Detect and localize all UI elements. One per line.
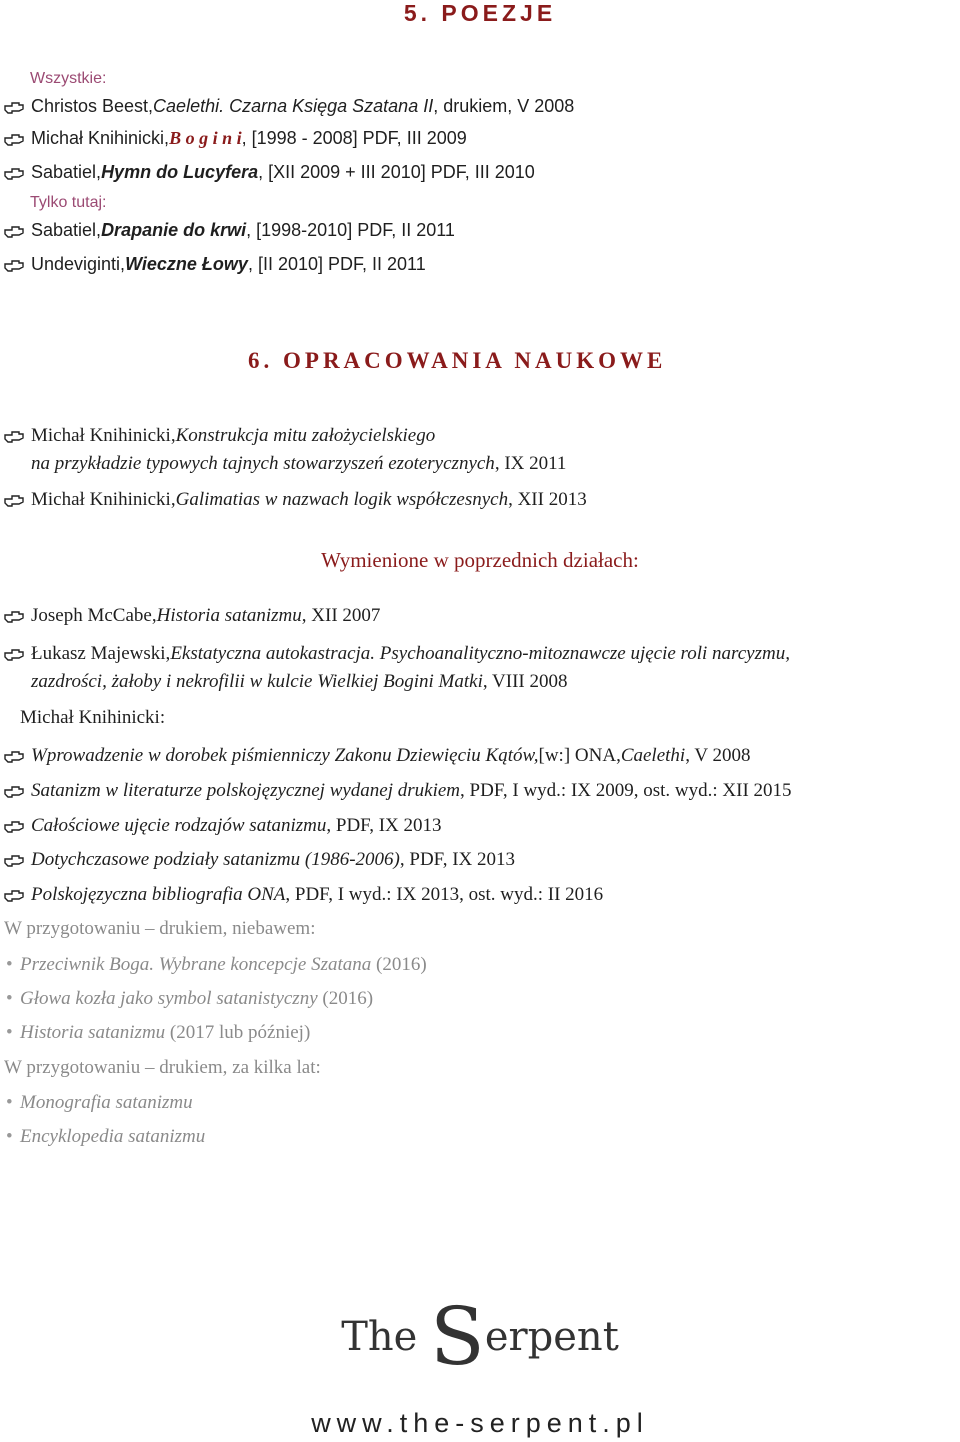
all-label: Wszystkie: [30,70,107,87]
item-info: , [II 2010] PDF, II 2011 [247,254,426,274]
item-title: Satanizm w literaturze polskojęzycznej wydanej drukiem [31,780,461,801]
bullet-icon: • [6,988,13,1009]
item-title-cont: zazdrości, żałoby i nekrofilii w kulcie Wielkiej Bogini Matki [31,671,483,692]
hand-pointer-icon [4,493,24,507]
item-title: Dotychczasowe podziały satanizmu (1986-2006) [31,849,400,870]
hand-pointer-icon [4,609,24,623]
item-title: Monografia satanizmu [20,1092,193,1113]
list-item [4,162,535,183]
mentioned-heading: Wymienione w poprzednich działach: [321,548,639,572]
hand-pointer-icon [4,853,24,867]
item-info: , PDF, IX 2013 [326,815,442,836]
bullet-icon: • [6,954,13,975]
prep-label: W przygotowaniu – drukiem, za kilka lat: [4,1057,321,1078]
item-info: (2017 lub później) [165,1022,311,1043]
only-here-label: Tylko tutaj: [30,194,107,211]
list-item [6,988,373,1010]
list-item [4,489,587,511]
list-item [4,815,442,837]
hand-pointer-icon [4,258,24,272]
item-author: Michał Knihinicki, [31,489,176,510]
list-item [4,849,515,871]
logo-s: S [430,1290,485,1383]
hand-pointer-icon [4,888,24,902]
hand-pointer-icon [4,784,24,798]
item-title: Galimatias w nazwach logik współczesnych [175,489,509,510]
item-info: (2016) [371,954,427,975]
item-info: , XII 2013 [508,489,587,510]
logo-rest: erpent [484,1314,619,1360]
item-title: Polskojęzyczna bibliografia ONA [31,884,286,905]
hand-pointer-icon [4,224,24,238]
item-title-2: Caelethi [620,745,686,766]
list-item [4,884,603,906]
serpent-logo [0,1290,960,1383]
item-info: , [1998-2010] PDF, II 2011 [246,220,455,240]
item-info: , XII 2007 [301,605,381,626]
item-title: Caelethi. Czarna Księga Szatana II [153,96,434,116]
list-item [4,96,574,117]
item-title-cont: na przykładzie typowych tajnych stowarzyszeń ezoterycznych [31,453,495,474]
item-info: , VIII 2008 [482,671,568,692]
item-author: Łukasz Majewski, [31,643,171,664]
hand-pointer-icon [4,429,24,443]
item-author: Michał Knihinicki, [31,128,170,148]
section-5-heading: 5. POEZJE [403,0,557,26]
list-item [4,643,790,665]
item-title: Ekstatyczna autokastracja. Psychoanalityczno-mitoznawcze ujęcie roli narcyzmu, [170,643,790,664]
item-continuation [31,453,566,475]
item-title: Drapanie do krwi [101,220,247,240]
item-title: B o g i n i [169,128,242,148]
item-info: , IX 2011 [494,453,567,474]
hand-pointer-icon [4,647,24,661]
item-author: Undeviginti, [31,254,126,274]
item-author: Sabatiel, [31,220,102,240]
item-title: Głowa kozła jako symbol satanistyczny [20,988,318,1009]
item-info: , drukiem, V 2008 [433,96,575,116]
list-item [4,254,426,275]
list-item [4,780,792,802]
bullet-icon: • [6,1092,13,1113]
item-info: , PDF, IX 2013 [399,849,516,870]
bullet-icon: • [6,1022,13,1043]
list-item [6,954,427,976]
item-continuation [31,671,567,693]
item-author: Michał Knihinicki, [31,425,176,446]
prep-label: W przygotowaniu – drukiem, niebawem: [4,918,316,939]
item-title: Encyklopedia satanizmu [20,1126,206,1147]
hand-pointer-icon [4,819,24,833]
list-item [4,128,467,149]
website-url[interactable]: www.the-serpent.pl [311,1408,649,1438]
section-6-heading: 6. OPRACOWANIA NAUKOWE [248,348,667,373]
item-title: Wieczne Łowy [125,254,248,274]
item-title: Historia satanizmu [156,605,302,626]
list-item [4,425,435,447]
item-author: Joseph McCabe, [31,605,157,626]
list-item [6,1126,205,1148]
item-author: Sabatiel, [31,162,102,182]
item-info: , [XII 2009 + III 2010] PDF, III 2010 [258,162,535,182]
item-title: Hymn do Lucyfera [101,162,259,182]
hand-pointer-icon [4,100,24,114]
hand-pointer-icon [4,166,24,180]
item-title: Wprowadzenie w dorobek piśmienniczy Zakonu Dziewięciu Kątów, [31,745,539,766]
list-item [4,220,455,241]
item-info: (2016) [317,988,374,1009]
list-item [4,745,751,767]
item-info: [w:] ONA, [538,745,621,766]
hand-pointer-icon [4,132,24,146]
list-item [6,1092,193,1114]
list-item [6,1022,310,1044]
item-title: Przeciwnik Boga. Wybrane koncepcje Szatana [20,954,372,975]
item-title: Całościowe ujęcie rodzajów satanizmu [31,815,327,836]
item-title: Konstrukcja mitu założycielskiego [175,425,436,446]
item-info: , [1998 - 2008] PDF, III 2009 [241,128,467,148]
item-info-2: , V 2008 [685,745,751,766]
item-info: , PDF, I wyd.: IX 2013, ost. wyd.: II 2016 [285,884,604,905]
item-info: , PDF, I wyd.: IX 2009, ost. wyd.: XII 2015 [460,780,792,801]
author-label: Michał Knihinicki: [20,707,166,728]
bullet-icon: • [6,1126,13,1147]
item-title: Historia satanizmu [20,1022,166,1043]
item-author: Christos Beest, [31,96,154,116]
logo-the: The [341,1314,431,1360]
hand-pointer-icon [4,749,24,763]
list-item [4,605,380,627]
